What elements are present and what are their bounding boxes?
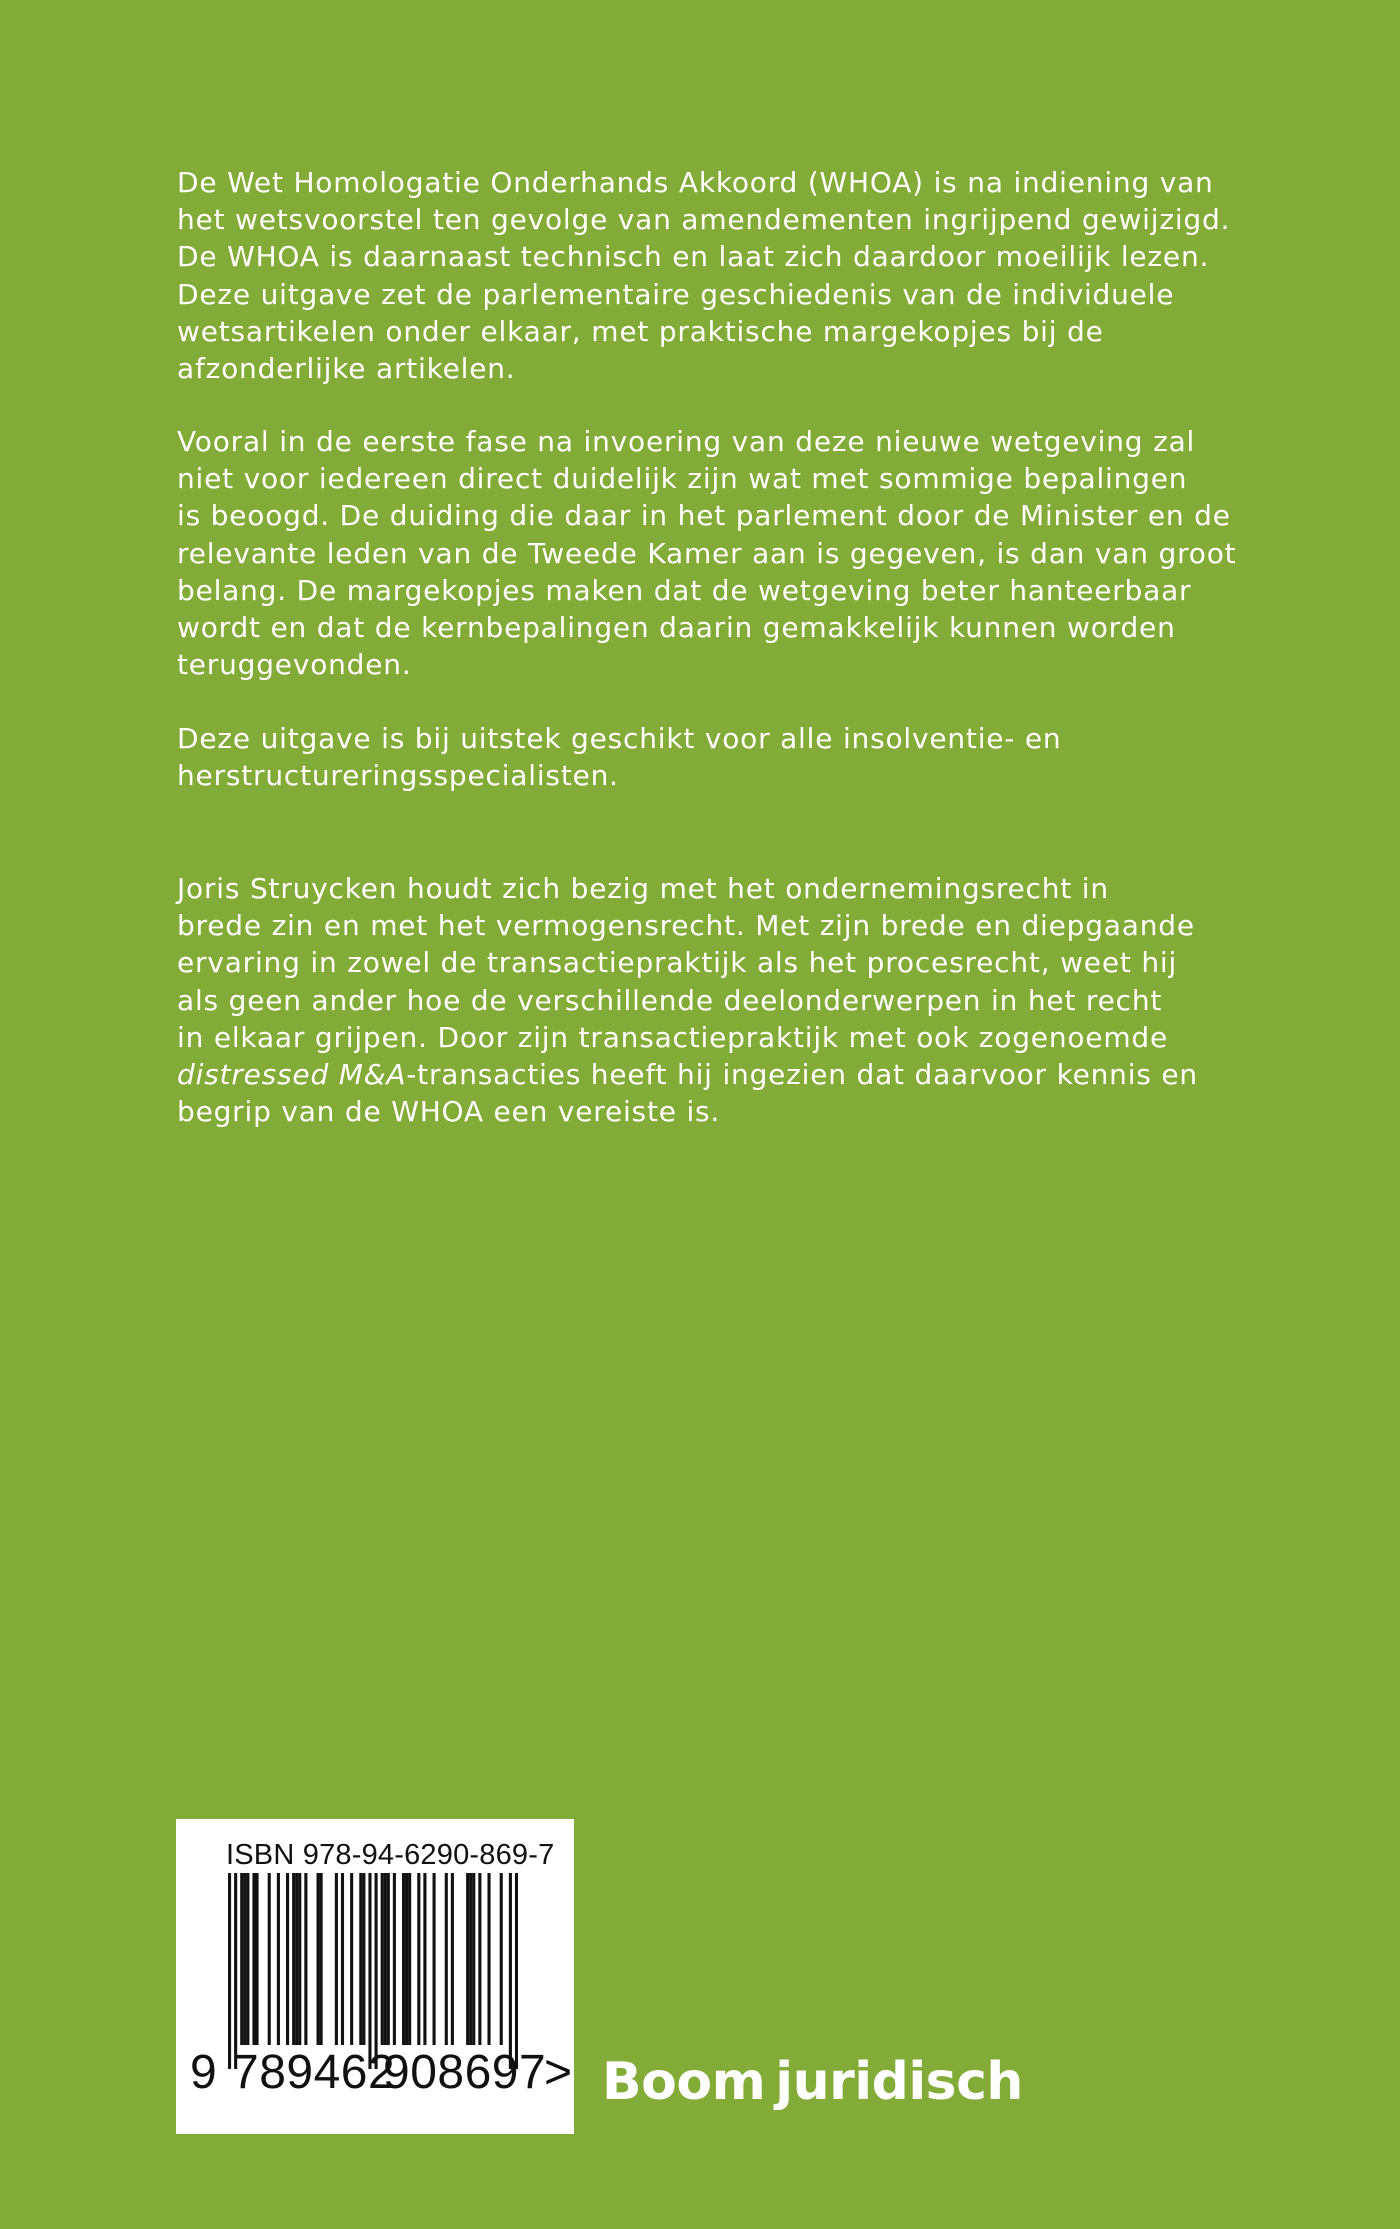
text-line: teruggevonden. xyxy=(177,648,412,682)
barcode-bar xyxy=(433,1873,436,2045)
text-line: begrip van de WHOA een vereiste is. xyxy=(177,1095,721,1129)
italic-term: distressed M&A xyxy=(177,1057,407,1091)
barcode-bar xyxy=(298,1873,301,2045)
text-line: De Wet Homologatie Onderhands Akkoord (WHOA) is na indiening van xyxy=(177,166,1214,199)
barcode-bar xyxy=(228,1873,231,2069)
isbn-label: ISBN 978-94-6290-869-7 xyxy=(226,1839,555,1871)
barcode-bar xyxy=(243,1873,246,2045)
text-line: belang. De margekopjes maken dat de wetgeving beter hanteerbaar xyxy=(177,573,1192,607)
barcode-bar xyxy=(368,1873,371,2069)
blurb-paragraph-1 xyxy=(177,164,1257,387)
barcode-bar xyxy=(335,1873,338,2045)
barcode-bar xyxy=(317,1873,320,2045)
barcode-bar xyxy=(445,1873,448,2045)
barcode-bar xyxy=(393,1873,396,2045)
publisher-logo xyxy=(602,2052,1023,2112)
barcode-bar xyxy=(384,1873,387,2045)
barcode-bar xyxy=(423,1873,426,2045)
text-line: herstructureringsspecialisten. xyxy=(177,759,619,793)
text-line: niet voor iedereen direct duidelijk zijn wat met sommige bepalingen xyxy=(177,462,1188,496)
barcode-bar xyxy=(295,1873,298,2045)
barcode-bar xyxy=(487,1873,490,2045)
barcode-bar xyxy=(405,1873,408,2045)
barcode-bar xyxy=(268,1873,271,2045)
author-bio xyxy=(177,870,1257,1130)
barcode-bar xyxy=(478,1873,481,2045)
text-line: wetsartikelen onder elkaar, met praktische margekopjes bij de xyxy=(177,314,1104,348)
isbn-barcode xyxy=(176,1819,574,2134)
barcode-bar xyxy=(246,1873,249,2045)
barcode-bar xyxy=(341,1873,344,2045)
barcode-bar xyxy=(304,1873,307,2045)
barcode-bar xyxy=(359,1873,362,2045)
barcode-digits-left: 789462 xyxy=(232,2046,396,2099)
barcode-bar xyxy=(362,1873,365,2045)
text-line: Joris Struycken houdt zich bezig met het ondernemingsrecht in xyxy=(177,872,1109,905)
text-line: brede zin en met het vermogensrecht. Met zijn brede en diepgaande xyxy=(177,909,1195,943)
barcode-bar xyxy=(500,1873,503,2045)
barcode-bar xyxy=(469,1873,472,2045)
text-line: Vooral in de eerste fase na invoering van deze nieuwe wetgeving zal xyxy=(177,425,1196,458)
barcode-bar xyxy=(320,1873,323,2045)
barcode-bar xyxy=(255,1873,258,2045)
barcode-bar xyxy=(277,1873,280,2045)
logo-juridisch: juridisch xyxy=(775,2052,1023,2112)
barcode-digits xyxy=(190,2045,573,2105)
text-segment: -transacties heeft hij ingezien dat daarvoor kennis en xyxy=(406,1057,1198,1091)
text-line: De WHOA is daarnaast technisch en laat zich daardoor moeilijk lezen. xyxy=(177,240,1210,274)
barcode-digits-right: 908697 xyxy=(383,2046,547,2099)
text-line xyxy=(177,1056,1257,1093)
barcode-bar xyxy=(509,1873,512,2069)
text-line: in elkaar grijpen. Door zijn transactiepraktijk met ook zogenoemde xyxy=(177,1020,1169,1054)
barcode-bar xyxy=(515,1873,518,2069)
text-line: relevante leden van de Tweede Kamer aan is gegeven, is dan van groot xyxy=(177,536,1237,570)
text-line: wordt en dat de kernbepalingen daarin gemakkelijk kunnen worden xyxy=(177,610,1176,644)
barcode-bar xyxy=(234,1873,237,2069)
barcode-bar xyxy=(292,1873,295,2045)
barcode-bar xyxy=(402,1873,405,2045)
barcode-bar xyxy=(387,1873,390,2045)
barcode-bar xyxy=(286,1873,289,2045)
barcode-bar xyxy=(381,1873,384,2045)
text-line: Deze uitgave zet de parlementaire geschiedenis van de individuele xyxy=(177,277,1175,311)
barcode-bar xyxy=(350,1873,353,2045)
barcode-bar xyxy=(408,1873,411,2045)
blurb-paragraph-3 xyxy=(177,720,1257,794)
barcode-bar xyxy=(252,1873,255,2045)
text-line: afzonderlijke artikelen. xyxy=(177,351,516,385)
text-line: Deze uitgave is bij uitstek geschikt voor alle insolventie- en xyxy=(177,722,1062,755)
barcode-bar xyxy=(466,1873,469,2045)
blurb-paragraph-2 xyxy=(177,423,1257,683)
barcode-bar xyxy=(451,1873,454,2045)
text-line: als geen ander hoe de verschillende deelonderwerpen in het recht xyxy=(177,983,1163,1017)
text-line: het wetsvoorstel ten gevolge van amendementen ingrijpend gewijzigd. xyxy=(177,203,1231,237)
barcode-bar xyxy=(472,1873,475,2045)
barcode-bars xyxy=(228,1873,518,2069)
text-line: is beoogd. De duiding die daar in het parlement door de Minister en de xyxy=(177,499,1231,533)
barcode-bar xyxy=(240,1873,243,2045)
text-line: ervaring in zowel de transactiepraktijk als het procesrecht, weet hij xyxy=(177,946,1178,980)
barcode-bar xyxy=(375,1873,378,2069)
logo-boom: Boom xyxy=(602,2052,766,2112)
barcode-quiet-zone-marker: > xyxy=(544,2046,573,2099)
barcode-digit-first: 9 xyxy=(190,2046,217,2099)
barcode-bar xyxy=(417,1873,420,2045)
